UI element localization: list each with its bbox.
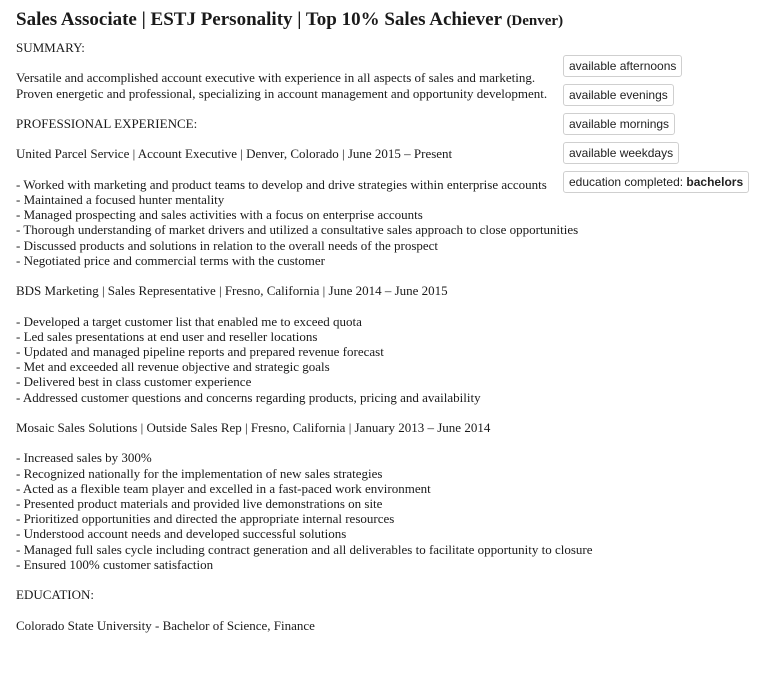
list-item: - Addressed customer questions and concerns regarding products, pricing and availability bbox=[16, 389, 481, 405]
tag-badge[interactable]: available mornings bbox=[563, 113, 675, 135]
job-bullets bbox=[16, 450, 616, 572]
education-tag-label: education completed: bbox=[569, 175, 684, 189]
tag-badge[interactable]: available evenings bbox=[563, 84, 674, 106]
summary-heading: SUMMARY: bbox=[16, 40, 85, 55]
resume-body bbox=[16, 40, 616, 633]
page-title bbox=[16, 8, 563, 33]
job-header: United Parcel Service | Account Executive | Denver, Colorado | June 2015 – Present bbox=[16, 146, 453, 162]
list-item: - Prioritized opportunities and directed the appropriate internal resources bbox=[16, 511, 395, 527]
title-text: Sales Associate | ESTJ Personality | Top 10% Sales Achiever bbox=[16, 9, 502, 30]
job-header: BDS Marketing | Sales Representative | Fresno, California | June 2014 – June 2015 bbox=[16, 283, 448, 299]
list-item: - Negotiated price and commercial terms with the customer bbox=[16, 252, 325, 268]
title-location: (Denver) bbox=[506, 13, 564, 29]
job-bullets bbox=[16, 177, 616, 268]
list-item: - Met and exceeded all revenue objective and strategic goals bbox=[16, 359, 330, 375]
list-item: - Increased sales by 300% bbox=[16, 450, 152, 466]
list-item: - Managed full sales cycle including contract generation and all deliverables to facilitate opportunity to closure bbox=[16, 541, 593, 557]
education-heading: EDUCATION: bbox=[16, 587, 94, 603]
education-text: Colorado State University - Bachelor of Science, Finance bbox=[16, 617, 315, 633]
summary-text: Versatile and accomplished account executive with experience in all aspects of sales and marketing. Proven energetic and professional, specializing in account management and opportunity development. bbox=[16, 70, 548, 101]
list-item: - Thorough understanding of market drivers and utilized a consultative sales approach to close opportunities bbox=[16, 222, 579, 238]
job-bullets bbox=[16, 314, 616, 405]
list-item: - Led sales presentations at end user and reseller locations bbox=[16, 328, 318, 344]
list-item: - Understood account needs and developed successful solutions bbox=[16, 526, 347, 542]
education-tag[interactable] bbox=[563, 171, 749, 193]
tag-badge[interactable]: available weekdays bbox=[563, 142, 679, 164]
list-item: - Discussed products and solutions in relation to the overall needs of the prospect bbox=[16, 237, 439, 253]
list-item: - Recognized nationally for the implementation of new sales strategies bbox=[16, 465, 383, 481]
list-item: - Worked with marketing and product teams to develop and drive strategies within enterprise accounts bbox=[16, 176, 547, 192]
list-item: - Acted as a flexible team player and excelled in a fast-paced work environment bbox=[16, 480, 431, 496]
list-item: - Delivered best in class customer experience bbox=[16, 374, 252, 390]
list-item: - Updated and managed pipeline reports and prepared revenue forecast bbox=[16, 343, 384, 359]
list-item: - Managed prospecting and sales activities with a focus on enterprise accounts bbox=[16, 207, 423, 223]
list-item: - Developed a target customer list that enabled me to exceed quota bbox=[16, 313, 362, 329]
list-item: - Ensured 100% customer satisfaction bbox=[16, 556, 214, 572]
experience-heading: PROFESSIONAL EXPERIENCE: bbox=[16, 115, 198, 131]
job-header: Mosaic Sales Solutions | Outside Sales Rep | Fresno, California | January 2013 – June 2014 bbox=[16, 419, 491, 435]
list-item: - Presented product materials and provided live demonstrations on site bbox=[16, 495, 383, 511]
tag-badge[interactable]: available afternoons bbox=[563, 55, 682, 77]
tag-list bbox=[563, 55, 749, 200]
list-item: - Maintained a focused hunter mentality bbox=[16, 191, 225, 207]
education-tag-value: bachelors bbox=[686, 175, 744, 189]
